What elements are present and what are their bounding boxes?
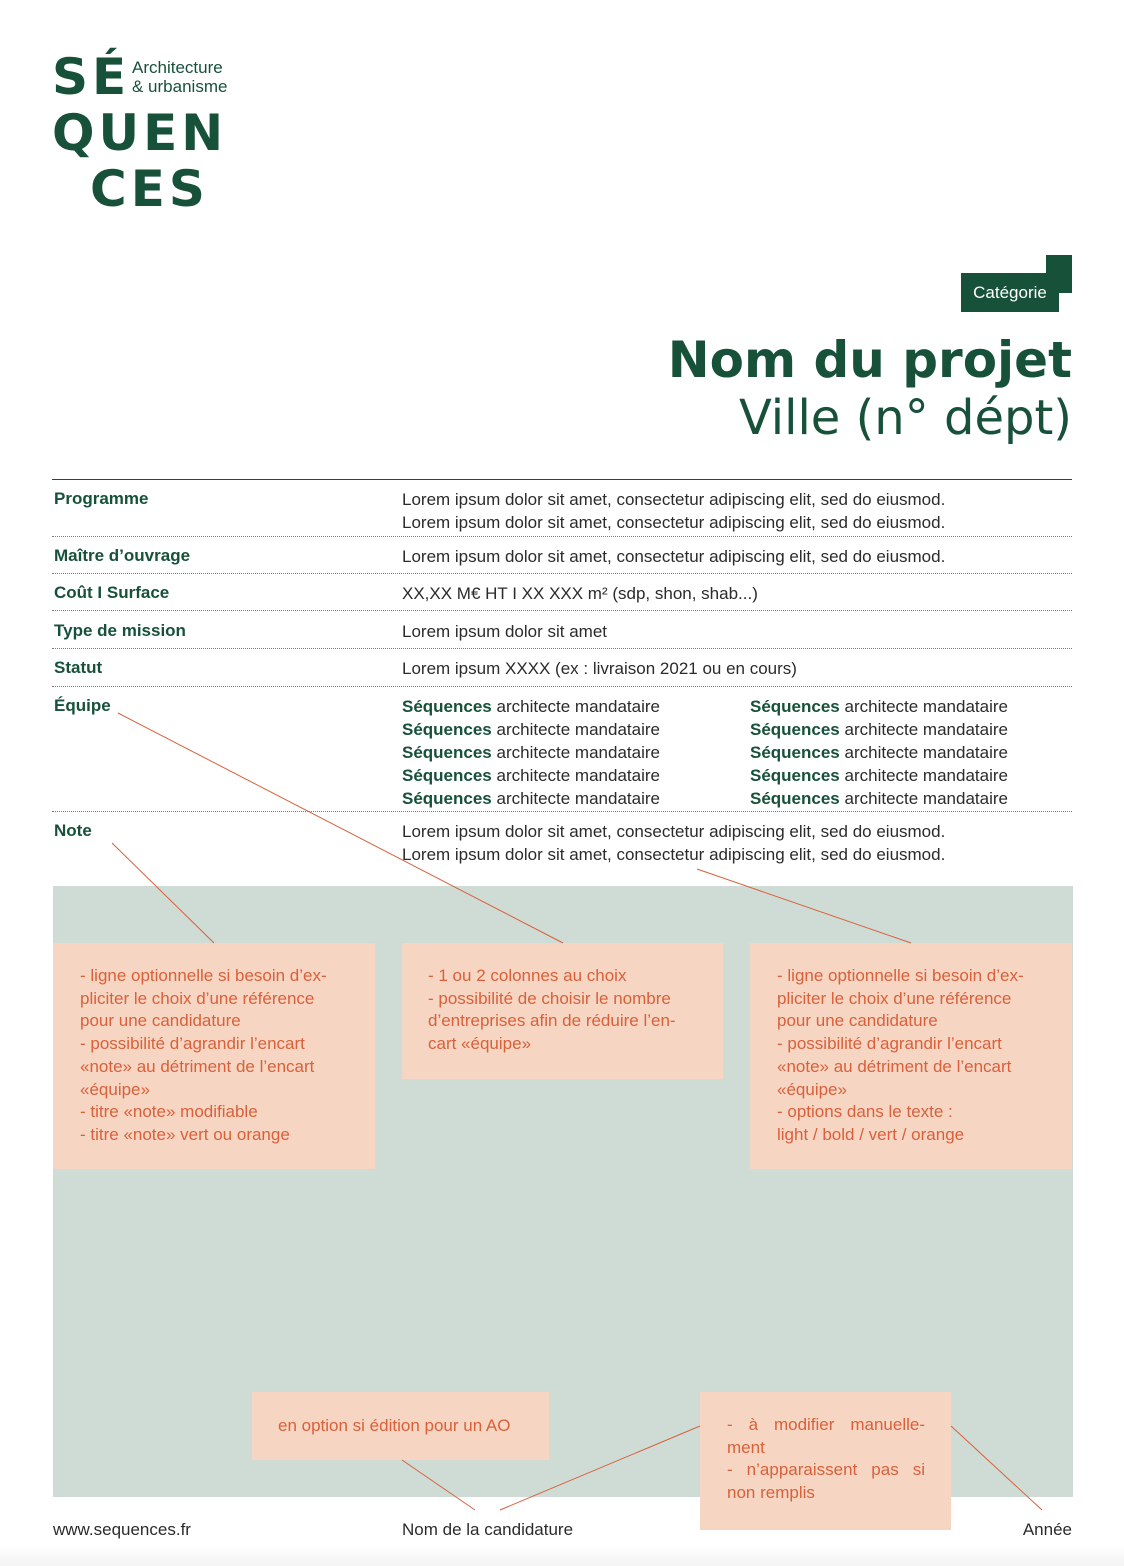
- logo-tagline-2: & urbanisme: [132, 77, 228, 96]
- annotation-note-4: en option si édition pour un AO: [252, 1392, 549, 1460]
- project-title: Nom du projet: [667, 331, 1072, 389]
- team-member: Séquences architecte mandataire: [402, 743, 660, 762]
- team-column-1: [402, 695, 660, 810]
- annotation-note-1: - ligne optionnelle si besoin d’ex- pliciter le choix d’une référence pour une candidature - possibilité d’agrandir l’encart «note» au détriment de l’encart «équipe» - titre «note» modifiable - titre «note» vert ou orange: [53, 943, 375, 1169]
- team-member: Séquences architecte mandataire: [750, 743, 1008, 762]
- team-member: Séquences architecte mandataire: [750, 789, 1008, 808]
- row-label: Équipe: [54, 696, 111, 715]
- footer-website: www.sequences.fr: [53, 1520, 191, 1539]
- logo-line-3: CES: [90, 160, 209, 218]
- row-label: Note: [54, 821, 92, 840]
- team-member: Séquences architecte mandataire: [402, 766, 660, 785]
- team-member: Séquences architecte mandataire: [750, 720, 1008, 739]
- row-statut: [52, 649, 1072, 687]
- row-value-line: Lorem ipsum dolor sit amet, consectetur adipiscing elit, sed do eiusmod.: [402, 845, 946, 864]
- team-column-2: [750, 695, 1008, 810]
- row-cout-surface: [52, 574, 1072, 611]
- row-programme: [52, 480, 1072, 537]
- team-member: Séquences architecte mandataire: [750, 697, 1008, 716]
- logo-line-1: SÉ: [52, 48, 131, 106]
- row-value-line: Lorem ipsum dolor sit amet, consectetur adipiscing elit, sed do eiusmod.: [402, 513, 946, 532]
- annotation-note-5: - à modifier manuelle- ment - n’apparaissent pas si non remplis: [700, 1392, 951, 1530]
- footer-candidature: Nom de la candidature: [402, 1520, 574, 1539]
- row-value-line: Lorem ipsum dolor sit amet, consectetur adipiscing elit, sed do eiusmod.: [402, 490, 946, 509]
- row-label: Programme: [54, 489, 149, 508]
- row-value: Lorem ipsum XXXX (ex : livraison 2021 ou en cours): [402, 659, 797, 678]
- row-label: Coût I Surface: [54, 583, 170, 602]
- logo: [52, 44, 272, 218]
- team-member: Séquences architecte mandataire: [402, 720, 660, 739]
- row-value: [402, 488, 945, 534]
- row-label: Maître d’ouvrage: [54, 546, 191, 565]
- row-value: [402, 820, 945, 866]
- annotation-note-3: - ligne optionnelle si besoin d’ex- pliciter le choix d’une référence pour une candidature - possibilité d’agrandir l’encart «note» au détriment de l’encart «équipe» - options dans le texte : light / bold / vert / orange: [750, 943, 1072, 1169]
- row-label: Statut: [54, 658, 103, 677]
- row-value: Lorem ipsum dolor sit amet: [402, 622, 608, 641]
- logo-tagline-1: Architecture: [132, 58, 223, 77]
- row-value: XX,XX M€ HT I XX XXX m² (sdp, shon, shab...): [402, 584, 758, 603]
- category-badge: Catégorie: [961, 273, 1059, 312]
- team-member: Séquences architecte mandataire: [402, 697, 660, 716]
- row-maitre-ouvrage: [52, 537, 1072, 574]
- team-member: Séquences architecte mandataire: [402, 789, 660, 808]
- row-type-mission: [52, 612, 1072, 649]
- row-equipe: [52, 687, 1072, 812]
- row-value: Lorem ipsum dolor sit amet, consectetur adipiscing elit, sed do eiusmod.: [402, 547, 946, 566]
- logo-line-2: QUEN: [52, 104, 228, 162]
- project-city: Ville (n° dépt): [739, 390, 1072, 446]
- row-value-line: Lorem ipsum dolor sit amet, consectetur adipiscing elit, sed do eiusmod.: [402, 822, 946, 841]
- footer-year: Année: [1022, 1520, 1072, 1539]
- row-label: Type de mission: [54, 621, 186, 640]
- annotation-note-2: - 1 ou 2 colonnes au choix - possibilité de choisir le nombre d’entreprises afin de réduire l’en- cart «équipe»: [402, 943, 723, 1079]
- row-note: [52, 812, 1072, 872]
- team-member: Séquences architecte mandataire: [750, 766, 1008, 785]
